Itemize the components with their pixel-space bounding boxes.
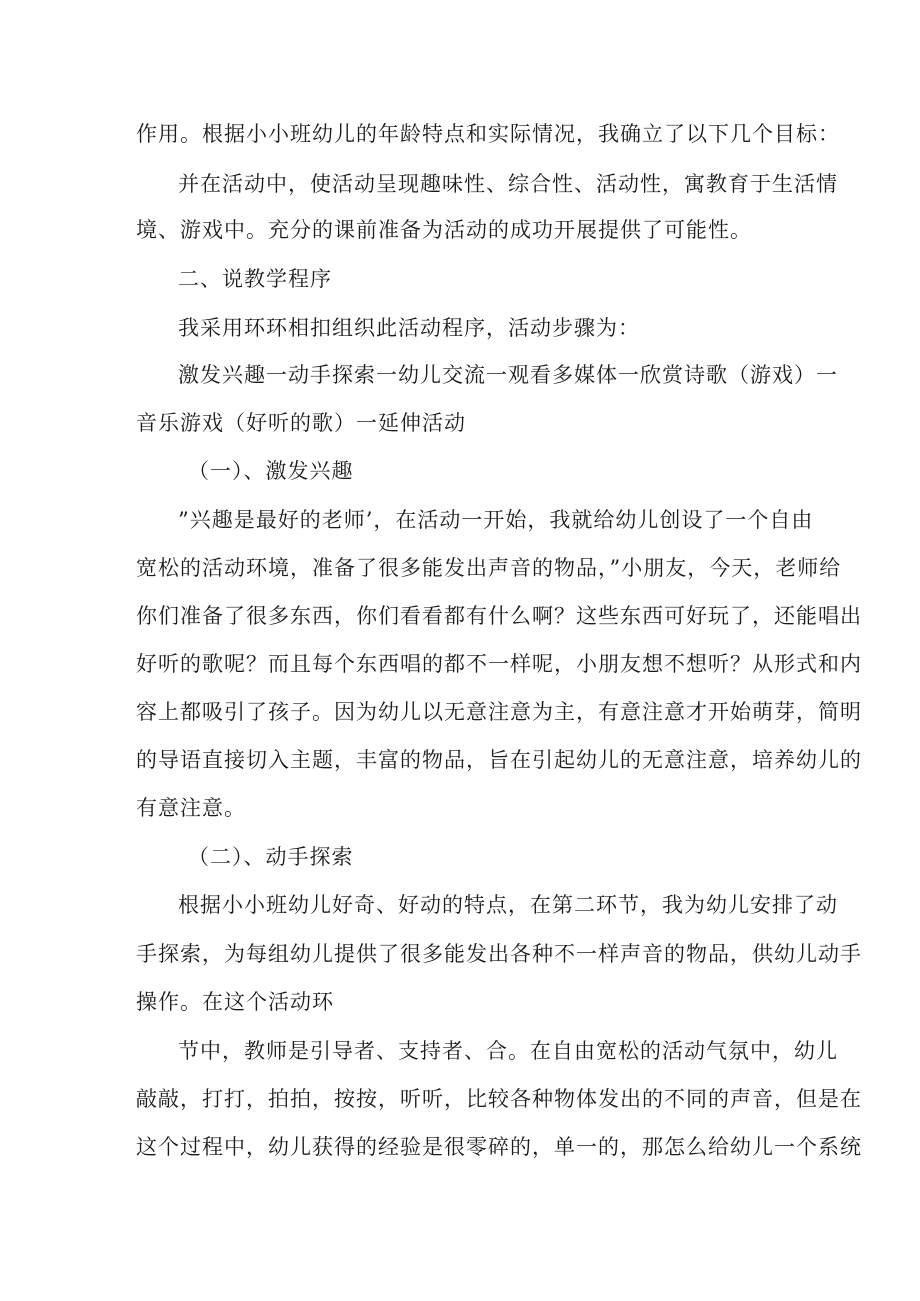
paragraph-line: 敲敲，打打，拍拍，按按，听听，比较各种物体发出的不同的声音，但是在 — [136, 1087, 862, 1111]
paragraph-line: 音乐游戏（好听的歌）一延伸活动 — [136, 411, 466, 435]
paragraph-line: 作用。根据小小班幼儿的年龄特点和实际情况，我确立了以下几个目标： — [136, 122, 840, 146]
paragraph-line: 好听的歌呢？而且每个东西唱的都不一样呢，小朋友想不想听？从形式和内 — [136, 652, 862, 676]
paragraph-line: 的导语直接切入主题，丰富的物品，旨在引起幼儿的无意注意，培养幼儿的 — [136, 748, 862, 772]
paragraph-line: 有意注意。 — [136, 796, 246, 820]
paragraph-line: 容上都吸引了孩子。因为幼儿以无意注意为主，有意注意才开始萌芽，简明 — [136, 700, 862, 724]
paragraph-line: 节中，教师是引导者、支持者、合。在自由宽松的活动气氛中，幼儿 — [178, 1039, 838, 1063]
section-heading: 二、说教学程序 — [178, 267, 332, 291]
paragraph-line: 境、游戏中。充分的课前准备为活动的成功开展提供了可能性。 — [136, 218, 752, 242]
subsection-heading: （一）、激发兴趣 — [188, 459, 354, 483]
paragraph-line: 这个过程中，幼儿获得的经验是很零碎的，单一的，那怎么给幼儿一个系统 — [136, 1135, 862, 1159]
paragraph-line: 操作。在这个活动环 — [136, 990, 334, 1014]
paragraph-line: 并在活动中，使活动呈现趣味性、综合性、活动性，寓教育于生活情 — [178, 172, 838, 196]
paragraph-line: ”兴趣是最好的老师’，在活动一开始，我就给幼儿创设了一个自由 — [178, 508, 814, 532]
paragraph-line: 手探索，为每组幼儿提供了很多能发出各种不一样声音的物品，供幼儿动手 — [136, 942, 862, 966]
paragraph-line: 根据小小班幼儿好奇、好动的特点，在第二环节，我为幼儿安排了动 — [178, 893, 838, 917]
paragraph-line: 激发兴趣一动手探索一幼儿交流一观看多媒体一欣赏诗歌（游戏）一 — [178, 363, 838, 387]
paragraph-line: 我采用环环相扣组织此活动程序，活动步骤为： — [178, 316, 640, 340]
paragraph-line: 你们准备了很多东西，你们看看都有什么啊？这些东西可好玩了，还能唱出 — [136, 604, 862, 628]
paragraph-line: 宽松的活动环境，准备了很多能发出声音的物品，”小朋友，今天，老师给 — [136, 556, 842, 580]
subsection-heading: （二）、动手探索 — [188, 845, 354, 869]
